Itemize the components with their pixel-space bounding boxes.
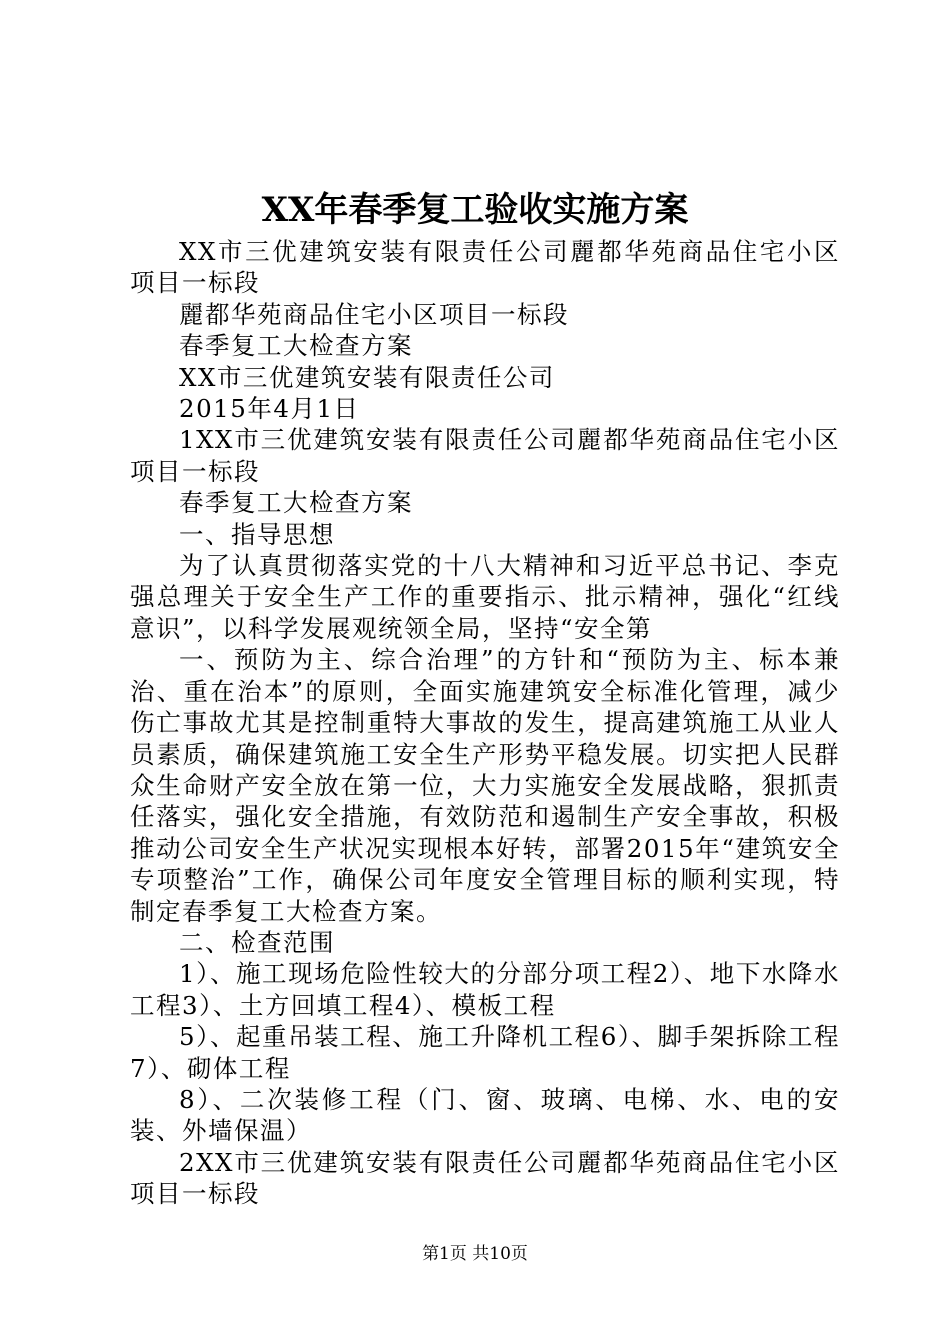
paragraph-project-section: 麗都华苑商品住宅小区项目一标段 <box>179 299 569 329</box>
paragraph-running-header-2: 2XX市三优建筑安装有限责任公司麗都华苑商品住宅小区项目一标段 <box>130 1147 840 1209</box>
paragraph-plan-name-repeat: 春季复工大检查方案 <box>179 488 413 518</box>
paragraph-scope-items-1: 1）、施工现场危险性较大的分部分项工程2）、地下水降水工程3）、土方回填工程4）、模板工程 <box>130 959 840 1020</box>
page-number-footer: 第1页 共10页 <box>422 1244 528 1264</box>
paragraph-running-header-1: 1XX市三优建筑安装有限责任公司麗都华苑商品住宅小区项目一标段 <box>130 425 840 486</box>
section-heading-inspection-scope: 二、检查范围 <box>179 927 335 957</box>
paragraph-header-company: XX市三优建筑安装有限责任公司麗都华苑商品住宅小区项目一标段 <box>130 237 840 298</box>
paragraph-company-name: XX市三优建筑安装有限责任公司 <box>179 362 555 392</box>
paragraph-plan-name: 春季复工大检查方案 <box>179 331 413 361</box>
paragraph-date: 2015年4月1日 <box>179 394 360 424</box>
section-heading-guiding-ideology: 一、指导思想 <box>179 519 335 549</box>
paragraph-guiding-principles: 一、预防为主、综合治理”的方针和“预防为主、标本兼治、重在治本”的原则，全面实施建筑安全标准化管理，减少伤亡事故尤其是控制重特大事故的发生，提高建筑施工从业人员素质，确保建筑施工安全生产形势平稳发展。切实把人民群众生命财产安全放在第一位，大力实施安全发展战略，狠抓责任落实，强化安全措施，有效防范和遏制生产安全事故，积极推动公司安全生产状况实现根本好转，部署2015年“建筑安全专项整治”工作，确保公司年度安全管理目标的顺利实现，特制定春季复工大检查方案。 <box>130 645 840 926</box>
paragraph-scope-items-2: 5）、起重吊装工程、施工升降机工程6）、脚手架拆除工程7）、砌体工程 <box>130 1022 840 1083</box>
paragraph-scope-items-3: 8）、二次装修工程（门、窗、玻璃、电梯、水、电的安装、外墙保温） <box>130 1084 840 1146</box>
document-title: XX年春季复工验收实施方案 <box>261 190 689 230</box>
document-body <box>130 236 840 1210</box>
paragraph-guiding-ideology: 为了认真贯彻落实党的十八大精神和习近平总书记、李克强总理关于安全生产工作的重要指示、批示精神，强化“红线意识”，以科学发展观统领全局，坚持“安全第 <box>130 551 840 643</box>
